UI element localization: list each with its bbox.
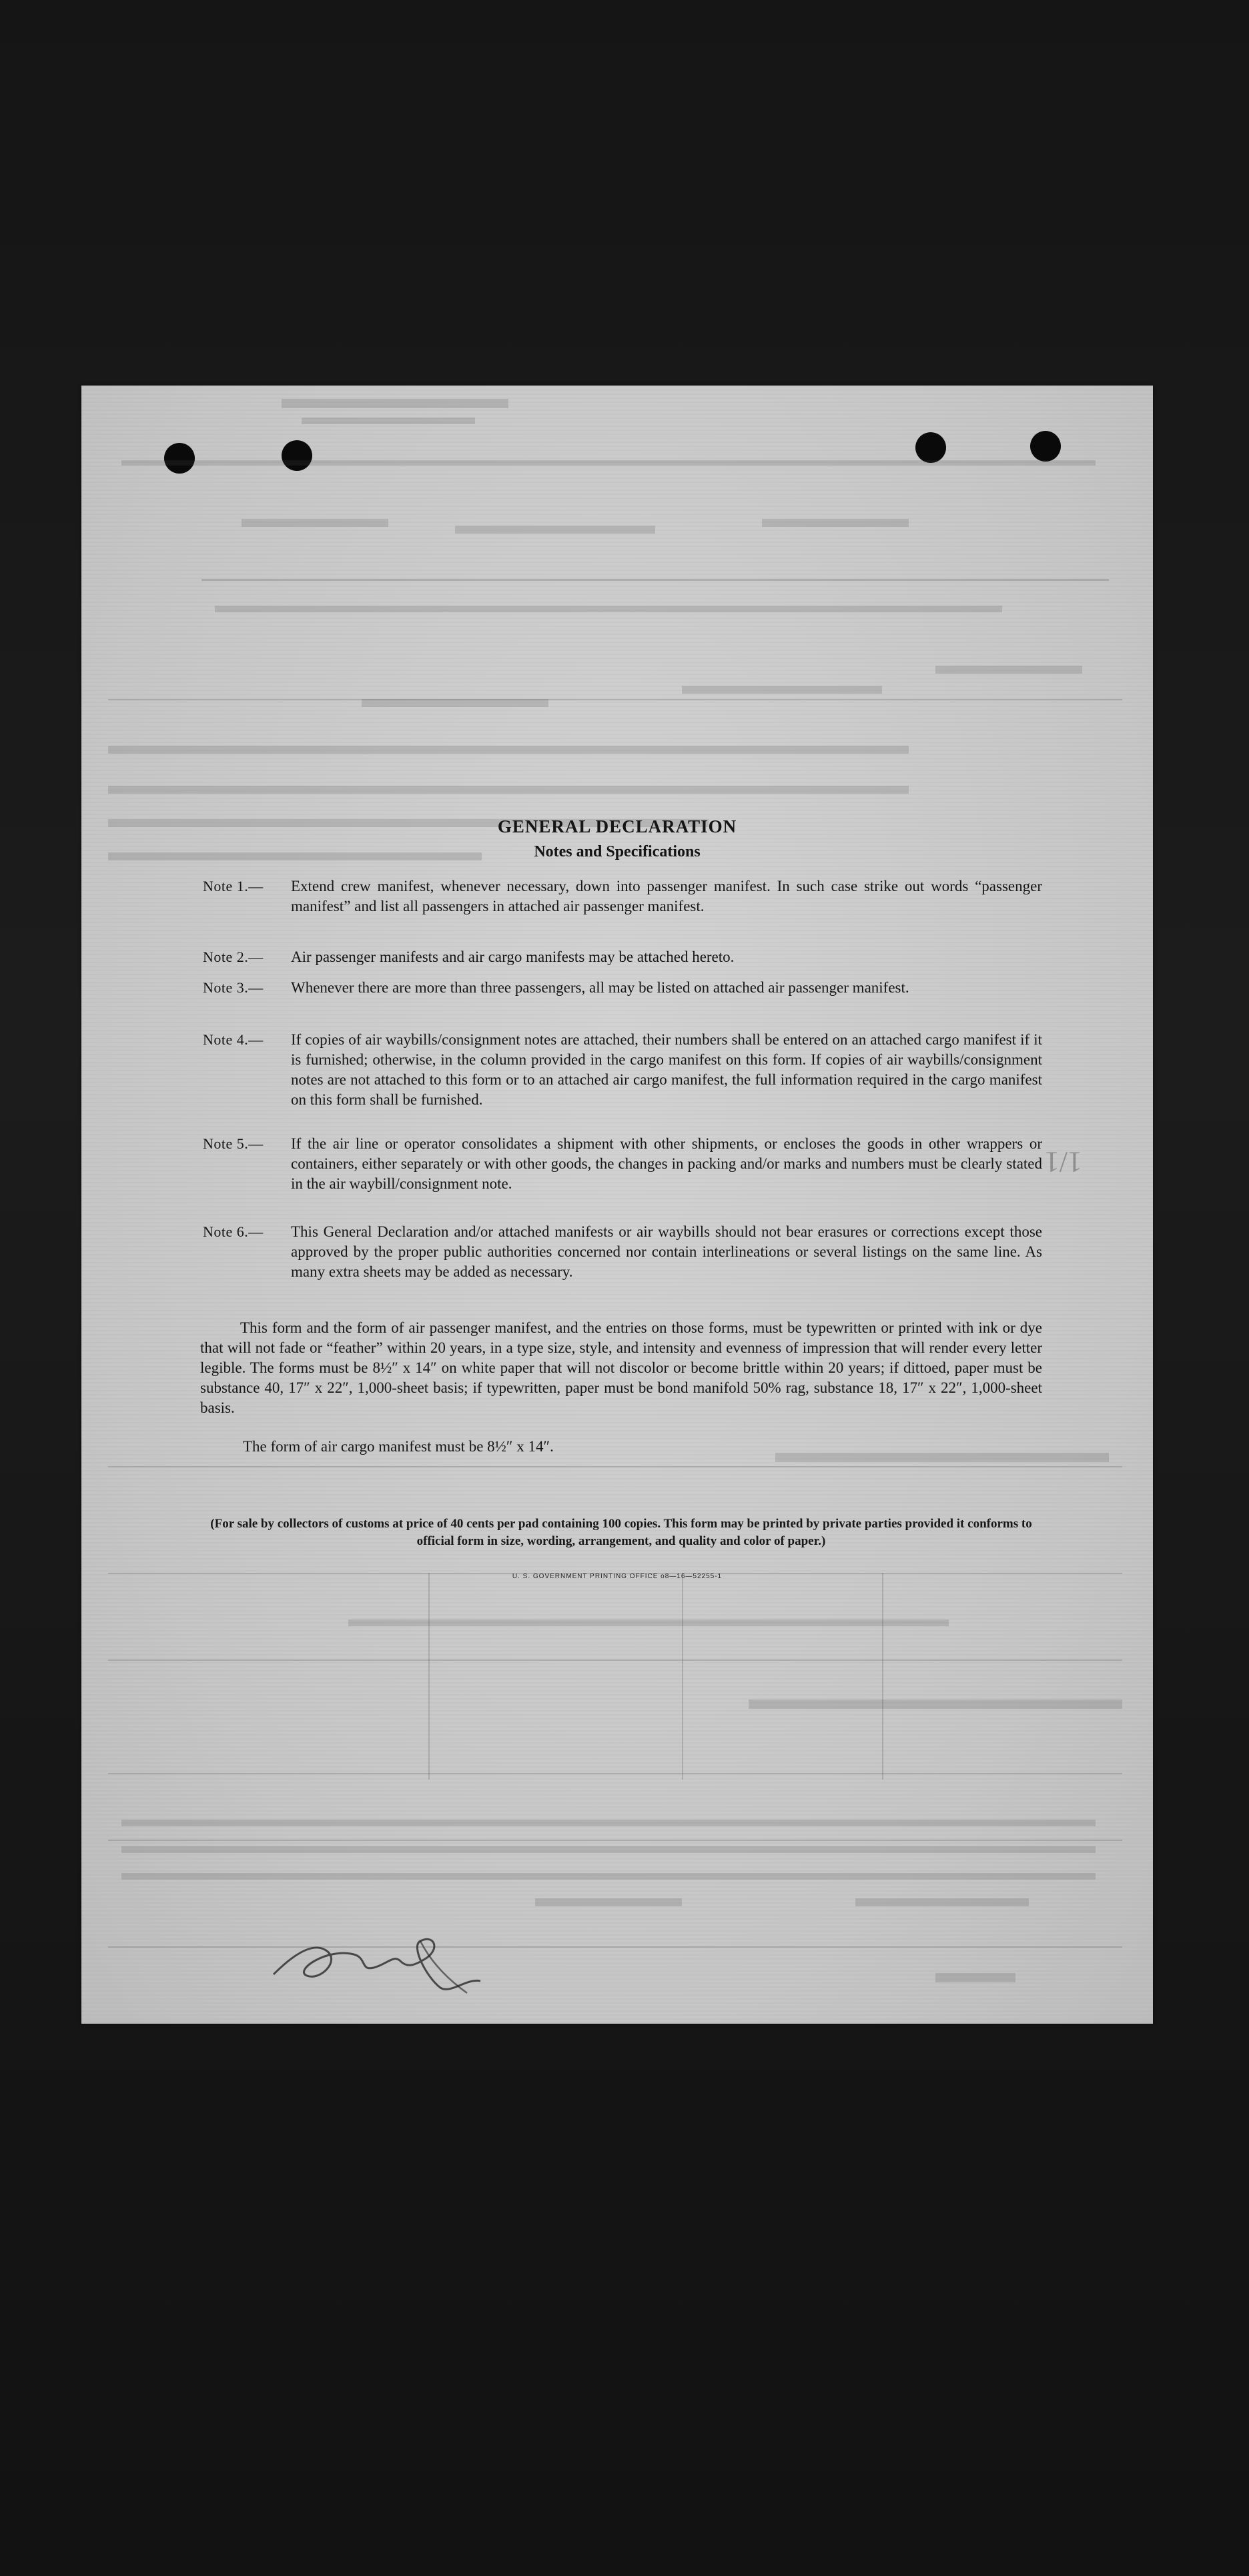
document-subtitle: Notes and Specifications	[534, 843, 701, 860]
captain-signature	[267, 1914, 520, 2001]
note-6-text: This General Declaration and/or attached manifests or air waybills should not bear erasures or corrections except those approved by the proper public authorities concerned nor contain interlineations or several listings on the same line. As many extra sheets may be added as necessary.	[291, 1223, 1042, 1280]
bleed-through-marks	[81, 386, 1153, 2024]
cargo-manifest-size: The form of air cargo manifest must be 8½″ x 14″.	[243, 1438, 554, 1455]
note-4-label: Note 4.—	[203, 1031, 264, 1048]
note-1-label: Note 1.—	[203, 878, 264, 894]
svg-text:1/1: 1/1	[1044, 1146, 1082, 1179]
sale-note: (For sale by collectors of customs at price of 40 cents per pad containing 100 copies. This form may be printed by private parties provided it conforms to official form in size, wording, arrangement, and quality and color of paper.)	[210, 1517, 1032, 1548]
note-3	[203, 978, 1042, 998]
note-4-text: If copies of air waybills/consignment notes are attached, their numbers shall be entered on an attached cargo manifest if it is furnished; otherwise, in the column provided in the cargo manifest on this form. If copies of air waybills/consignment notes are not attached to this form or to an attached air cargo manifest, the full information required in the cargo manifest on this form shall be furnished.	[291, 1031, 1042, 1108]
note-6	[203, 1222, 1042, 1282]
note-3-label: Note 3.—	[203, 979, 264, 996]
printing-office-imprint: U. S. GOVERNMENT PRINTING OFFICE o8—16—52255-1	[512, 1573, 723, 1580]
note-4	[203, 1030, 1042, 1110]
note-3-text: Whenever there are more than three passengers, all may be listed on attached air passenger manifest.	[291, 979, 909, 996]
note-5-label: Note 5.—	[203, 1135, 264, 1152]
document-page	[81, 386, 1153, 2024]
note-1	[203, 876, 1042, 916]
note-5-text: If the air line or operator consolidates a shipment with other shipments, or encloses the goods in other wrappers or containers, either separately or with other goods, the changes in packing and/or marks and numbers must be clearly stated in the air waybill/consignment note.	[291, 1135, 1042, 1192]
document-title: GENERAL DECLARATION	[497, 816, 737, 836]
note-2-text: Air passenger manifests and air cargo manifests may be attached hereto.	[291, 948, 735, 965]
note-5	[203, 1134, 1042, 1194]
form-requirements-paragraph: This form and the form of air passenger manifest, and the entries on those forms, must be typewritten or printed with ink or dye that will not fade or “feather” within 20 years, in a type size, style, and intensity and evenness of impression that will render every letter legible. The forms must be 8½″ x 14″ on white paper that will not discolor or become brittle within 20 years; if dittoed, paper must be substance 40, 17″ x 22″, 1,000-sheet basis; if typewritten, paper must be bond manifold 50% rag, substance 18, 17″ x 22″, 1,000-sheet basis.	[200, 1319, 1042, 1416]
note-2	[203, 947, 1042, 967]
note-2-label: Note 2.—	[203, 948, 264, 965]
note-6-label: Note 6.—	[203, 1223, 264, 1240]
note-1-text: Extend crew manifest, whenever necessary, down into passenger manifest. In such case strike out words “passenger manifest” and list all passengers in attached air passenger manifest.	[291, 878, 1042, 914]
